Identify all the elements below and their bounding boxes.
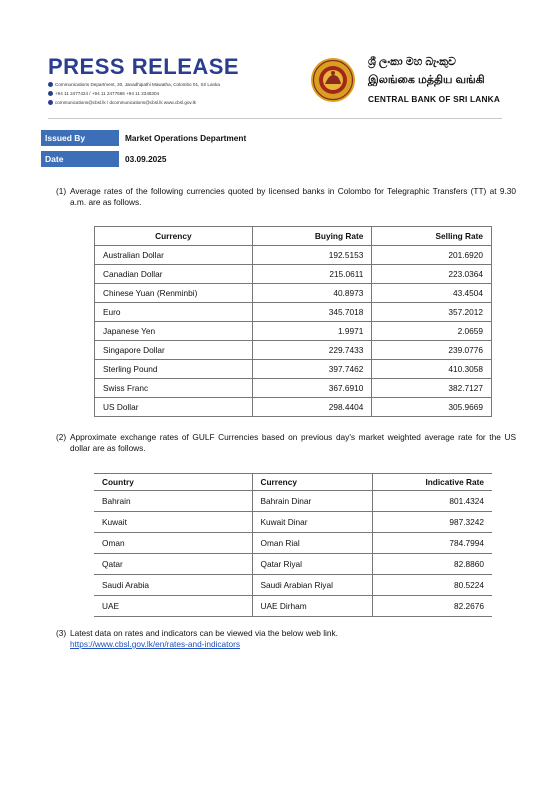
indicative-rate-cell: 80.5224 — [372, 575, 492, 596]
table-row — [95, 284, 492, 303]
table-row — [95, 246, 492, 265]
currency-cell: Sterling Pound — [95, 360, 253, 379]
currency-cell: Bahrain Dinar — [252, 491, 372, 512]
indicative-rate-cell: 784.7994 — [372, 533, 492, 554]
column-header-indicative-rate: Indicative Rate — [372, 474, 492, 491]
issued-by-label: Issued By — [41, 130, 119, 146]
selling-rate-cell: 2.0659 — [372, 322, 492, 341]
column-header-country: Country — [94, 474, 252, 491]
bank-name-tamil: இலங்கை மத்திய வங்கி — [368, 74, 485, 86]
selling-rate-cell: 382.7127 — [372, 379, 492, 398]
buying-rate-cell: 397.7462 — [252, 360, 372, 379]
currency-cell: Australian Dollar — [95, 246, 253, 265]
country-cell: Saudi Arabia — [94, 575, 252, 596]
indicative-rate-cell: 987.3242 — [372, 512, 492, 533]
currency-cell: Kuwait Dinar — [252, 512, 372, 533]
currency-cell: Qatar Riyal — [252, 554, 372, 575]
country-cell: Qatar — [94, 554, 252, 575]
section-2-number: (2) — [56, 432, 67, 442]
table-row — [95, 265, 492, 284]
contact-phone: +94 11 2477424 / +94 11 2477666 +94 11 2346304 — [48, 91, 159, 96]
date-row — [41, 151, 511, 167]
selling-rate-cell: 357.2012 — [372, 303, 492, 322]
table-row — [94, 512, 492, 533]
country-cell: UAE — [94, 596, 252, 617]
table-row — [95, 360, 492, 379]
phone-icon — [48, 91, 53, 96]
location-icon — [48, 82, 53, 87]
indicative-rate-cell: 82.2676 — [372, 596, 492, 617]
selling-rate-cell: 305.9669 — [372, 398, 492, 417]
column-header-buying-rate: Buying Rate — [252, 227, 372, 246]
date-label: Date — [41, 151, 119, 167]
currency-cell: Euro — [95, 303, 253, 322]
section-1-paragraph — [56, 186, 516, 208]
selling-rate-cell: 223.0364 — [372, 265, 492, 284]
country-cell: Oman — [94, 533, 252, 554]
currency-cell: Swiss Franc — [95, 379, 253, 398]
contact-email-web: communications@cbsl.lk / dcommunications@cbsl.lk www.cbsl.gov.lk — [48, 100, 196, 105]
selling-rate-cell: 43.4504 — [372, 284, 492, 303]
table-row — [95, 398, 492, 417]
column-header-currency: Currency — [95, 227, 253, 246]
date-value: 03.09.2025 — [125, 154, 167, 164]
currency-cell: Oman Rial — [252, 533, 372, 554]
email-icon — [48, 100, 53, 105]
bank-name-sinhala: ශ්‍රී ලංකා මහ බැංකුව — [368, 56, 456, 68]
selling-rate-cell: 239.0776 — [372, 341, 492, 360]
currency-cell: Canadian Dollar — [95, 265, 253, 284]
table-row — [94, 491, 492, 512]
selling-rate-cell: 201.6920 — [372, 246, 492, 265]
issued-by-row — [41, 130, 511, 146]
table-header-row — [94, 474, 492, 491]
central-bank-seal-logo — [310, 57, 356, 103]
indicative-rate-cell: 82.8860 — [372, 554, 492, 575]
buying-rate-cell: 345.7018 — [252, 303, 372, 322]
header-divider — [48, 118, 502, 119]
press-release-title: PRESS RELEASE — [48, 54, 240, 79]
section-3-paragraph — [56, 628, 516, 650]
rates-indicators-link[interactable]: https://www.cbsl.gov.lk/en/rates-and-indicators — [70, 639, 241, 649]
table-row — [95, 322, 492, 341]
currency-cell: Singapore Dollar — [95, 341, 253, 360]
section-3-number: (3) — [56, 628, 67, 638]
bank-name-english: CENTRAL BANK OF SRI LANKA — [368, 94, 501, 104]
table-row — [94, 533, 492, 554]
buying-rate-cell: 40.8973 — [252, 284, 372, 303]
tt-rates-table — [94, 226, 492, 417]
column-header-currency: Currency — [252, 474, 372, 491]
country-cell: Bahrain — [94, 491, 252, 512]
contact-address: Communications Department, 30, Janadhipathi Mawatha, Colombo 01, Sri Lanka — [48, 82, 220, 87]
table-row — [95, 379, 492, 398]
issued-by-value: Market Operations Department — [125, 133, 247, 143]
country-cell: Kuwait — [94, 512, 252, 533]
buying-rate-cell: 229.7433 — [252, 341, 372, 360]
table-row — [95, 303, 492, 322]
table-row — [94, 596, 492, 617]
buying-rate-cell: 1.9971 — [252, 322, 372, 341]
section-3-sentence: Latest data on rates and indicators can be viewed via the below web link. — [70, 628, 338, 638]
currency-cell: Japanese Yen — [95, 322, 253, 341]
currency-cell: US Dollar — [95, 398, 253, 417]
currency-cell: Chinese Yuan (Renminbi) — [95, 284, 253, 303]
table-row — [94, 554, 492, 575]
gulf-rates-table — [94, 473, 492, 617]
currency-cell: Saudi Arabian Riyal — [252, 575, 372, 596]
section-3-text — [70, 628, 516, 650]
table-row — [94, 575, 492, 596]
section-2-text: Approximate exchange rates of GULF Currencies based on previous day's market weighted average rate for the US dollar are as follows. — [70, 432, 516, 453]
buying-rate-cell: 215.0611 — [252, 265, 372, 284]
section-2-paragraph — [56, 432, 516, 454]
currency-cell: UAE Dirham — [252, 596, 372, 617]
table-header-row — [95, 227, 492, 246]
section-1-number: (1) — [56, 186, 67, 196]
buying-rate-cell: 298.4404 — [252, 398, 372, 417]
press-release-header — [48, 54, 508, 112]
section-1-text: Average rates of the following currencies quoted by licensed banks in Colombo for Telegraphic Transfers (TT) at 9.30 a.m. are as follows. — [70, 186, 516, 207]
selling-rate-cell: 410.3058 — [372, 360, 492, 379]
buying-rate-cell: 192.5153 — [252, 246, 372, 265]
indicative-rate-cell: 801.4324 — [372, 491, 492, 512]
column-header-selling-rate: Selling Rate — [372, 227, 492, 246]
buying-rate-cell: 367.6910 — [252, 379, 372, 398]
table-row — [95, 341, 492, 360]
